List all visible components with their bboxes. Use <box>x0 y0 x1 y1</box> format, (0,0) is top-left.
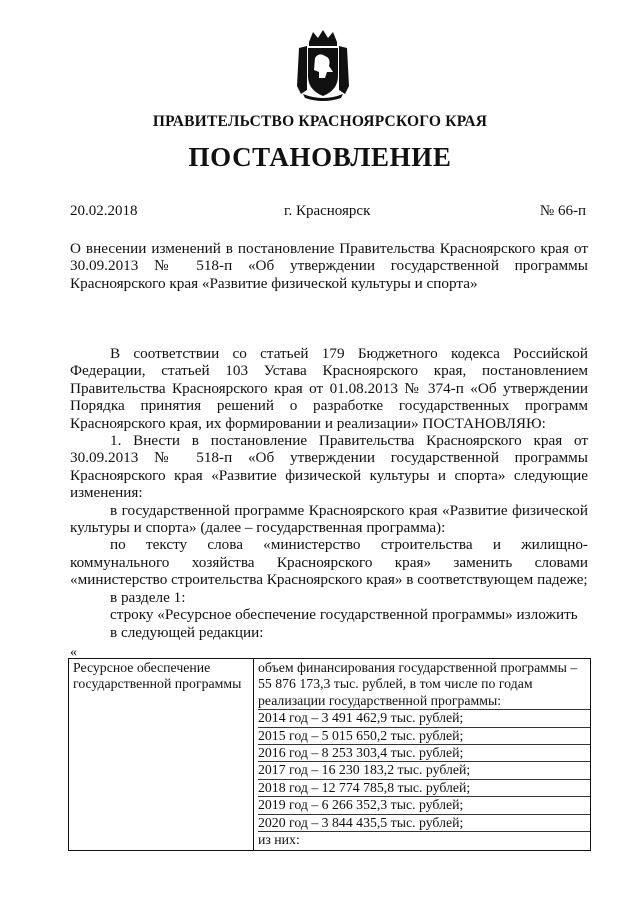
label-line: государственной программы <box>73 676 242 692</box>
value-line: из них: <box>258 832 300 848</box>
value-line: реализации государственной программы: <box>258 693 590 710</box>
value-line: 2014 год – 3 491 462,9 тыс. рублей; <box>258 710 590 727</box>
document-type-title: ПОСТАНОВЛЕНИЕ <box>188 142 452 172</box>
label-line: Ресурсное обеспечение <box>73 660 211 675</box>
opening-quote-mark: « <box>70 645 77 660</box>
document-date: 20.02.2018 <box>70 203 138 219</box>
krasnoyarsk-coat-of-arms-icon <box>295 28 351 102</box>
body-paragraph-3: в государственной программе Красноярского края «Развитие физической культуры и спорта» (далее – государственная программа): <box>70 501 588 537</box>
value-line: 2017 год – 16 230 183,2 тыс. рублей; <box>258 762 590 779</box>
body-paragraph-6: строку «Ресурсное обеспечение государственной программы» изложить <box>110 606 578 624</box>
document-body <box>70 345 588 641</box>
body-paragraph-5: в разделе 1: <box>110 588 186 606</box>
document-number: № 66-п <box>539 203 586 219</box>
table-cell-value <box>254 659 591 851</box>
body-paragraph-2: 1. Внести в постановление Правительства Красноярского края от 30.09.2013 № 518-п «Об утверждении государственной программы Красноярского края «Развитие физической культуры и спорта» следующие изменения: <box>70 432 588 502</box>
body-paragraph-4: по тексту слова «министерство строительства и жилищно-коммунального хозяйства Красноярского края» заменить словами «министерство строительства Красноярского края» в соответствующем падеже; <box>70 536 588 589</box>
body-paragraph-1: В соответствии со статьей 179 Бюджетного кодекса Российской Федерации, статьей 103 Устава Красноярского края, постановлением Правительства Красноярского края от 01.08.2013 № 374-п «Об утверждении Порядка принятия решений о разработке государственных программ Красноярского края, их формировании и реализации» ПОСТАНОВЛЯЮ: <box>70 345 588 432</box>
value-line: объем финансирования государственной программы – <box>258 660 578 675</box>
value-line: 2019 год – 6 266 352,3 тыс. рублей; <box>258 797 590 814</box>
value-line: 2016 год – 8 253 303,4 тыс. рублей; <box>258 745 590 762</box>
document-city: г. Красноярск <box>284 203 371 219</box>
table-cell-label <box>69 659 254 851</box>
value-line: 2015 год – 5 015 650,2 тыс. рублей; <box>258 728 590 745</box>
value-line: 2018 год – 12 774 785,8 тыс. рублей; <box>258 780 590 797</box>
resource-table <box>68 658 591 851</box>
table-row <box>69 659 591 851</box>
organization-title: ПРАВИТЕЛЬСТВО КРАСНОЯРСКОГО КРАЯ <box>152 113 488 130</box>
body-paragraph-7: в следующей редакции: <box>110 623 264 641</box>
value-line: 2020 год – 3 844 435,5 тыс. рублей; <box>258 815 590 832</box>
value-line: 55 876 173,3 тыс. рублей, в том числе по годам <box>258 676 533 692</box>
document-subject: О внесении изменений в постановление Правительства Красноярского края от 30.09.2013 № 518-п «Об утверждении государственной программы Красноярского края «Развитие физической культуры и спорта» <box>70 240 588 292</box>
